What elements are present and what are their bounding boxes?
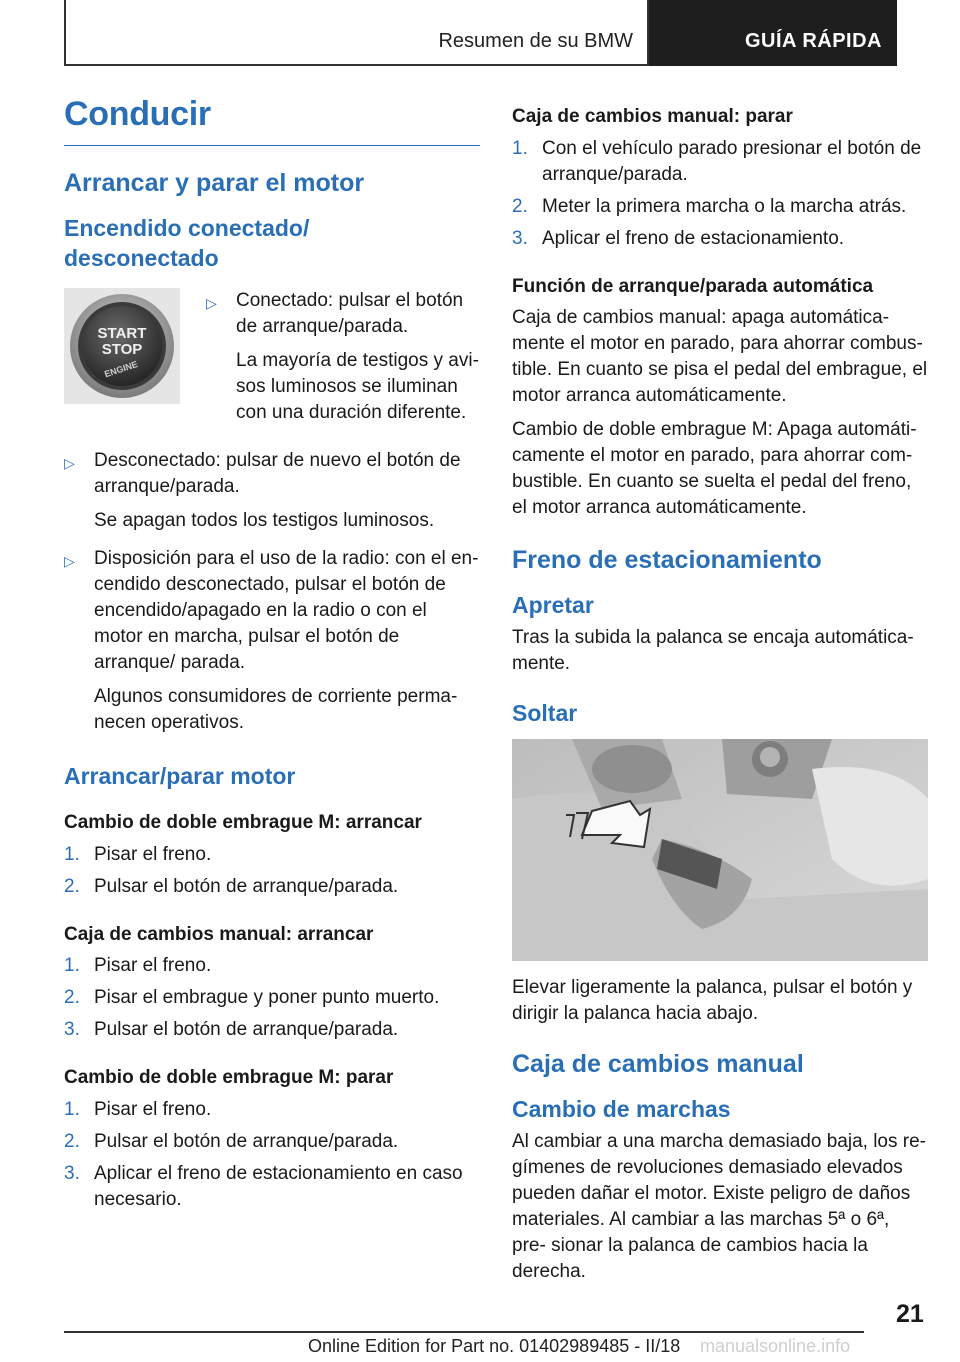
page-title: Conducir [64,96,480,146]
header-guide-box [649,0,897,66]
start-stop-button-illustration [64,288,180,404]
bullet-desconectado [64,448,480,534]
heading-caja-manual: Caja de cambios manual [512,1050,804,1079]
triangle-bullet-icon: ▷ [64,553,75,570]
bullet-desconectado-note: Se apagan todos los testigos luminosos. [94,510,435,532]
handbrake-illustration [512,739,928,961]
heading-manual-parar: Caja de cambios manual: parar [512,106,793,127]
page-number: 21 [896,1300,924,1328]
bullet-conectado-list [192,288,480,438]
bullet-conectado-note: La mayoría de testigos y avi- sos luminosos se iluminan con una duración diferente. [236,350,479,424]
list-doble-parar [64,1097,480,1213]
button-label-engine: ENGINE [103,359,140,380]
auto-paragraph-2: Cambio de doble embrague M: Apaga automáti- camente el motor en parado, para ahorrar com- bustible. En cuanto se suelta el pedal del freno, el motor arranca automáticamente. [512,419,917,519]
soltar-paragraph: Elevar ligeramente la palanca, pulsar el botón y dirigir la palanca hacia abajo. [512,977,913,1025]
handbrake-photo [512,739,928,961]
cambio-paragraph: Al cambiar a una marcha demasiado baja, los re- gímenes de revoluciones demasiado elevados pueden dañar el motor. Existe peligro de daños materiales. Al cambiar a las marchas 5ª o 6ª, pre- sionar la palanca de cambios hacia la derecha. [512,1130,926,1282]
bullet-radio-note: Algunos consumidores de corriente perma- necen operativos. [94,686,458,734]
list-item: 3. Aplicar el freno de estacionamiento en caso necesario. [64,1162,463,1210]
left-column [64,96,480,1235]
list-item: 2. Meter la primera marcha o la marcha atrás. [512,195,907,217]
heading-doble-parar: Cambio de doble embrague M: parar [64,1067,394,1089]
list-manual-arrancar [64,953,480,1043]
triangle-bullet-icon: ▷ [206,295,217,312]
heading-arrancar-parar: Arrancar/parar motor [64,763,296,790]
apretar-paragraph: Tras la subida la palanca se encaja automática- mente. [512,627,914,675]
button-label-stop: STOP [101,341,143,359]
heading-soltar: Soltar [512,700,578,727]
heading-arrancar-parar-motor: Arrancar y parar el motor [64,169,365,198]
header-section-box [64,0,649,66]
button-label-start: START [97,325,147,343]
heading-encendido: Encendido conectado/ desconectado [64,215,310,272]
heading-doble-arrancar: Cambio de doble embrague M: arrancar [64,812,422,834]
bullet-radio-text: Disposición para el uso de la radio: con el en- cendido desconectado, pulsar el botón de encendido/apagado en la radio o con el motor en marcha, pulsar el botón de arranque/ parada. [94,548,479,674]
header-guide-title: GUÍA RÁPIDA [745,30,882,52]
list-item: 3. Aplicar el freno de estacionamiento. [512,227,845,249]
list-item: 3. Pulsar el botón de arranque/parada. [64,1019,399,1041]
start-stop-button-image [64,288,180,404]
list-item: 2. Pisar el embrague y poner punto muerto. [64,987,440,1009]
right-column [512,104,928,1285]
bullet-conectado [206,288,480,426]
list-item: 1. Con el vehículo parado presionar el botón de arranque/parada. [512,137,922,185]
list-item: 2. Pulsar el botón de arranque/parada. [64,1130,399,1152]
auto-paragraph-1: Caja de cambios manual: apaga automática- mente el motor en parado, para ahorrar combus- tible. En cuanto se pisa el pedal del embrague, el motor arranca automáticamente. [512,307,928,407]
list-item: 1. Pisar el freno. [64,955,212,977]
list-item: 1. Pisar el freno. [64,1098,212,1120]
heading-auto-start-stop: Función de arranque/parada automática [512,275,874,297]
list-doble-arrancar [64,842,480,900]
heading-apretar: Apretar [512,592,594,619]
heading-freno: Freno de estacionamiento [512,546,822,575]
list-manual-parar [512,136,928,252]
bullet-conectado-text: Conectado: pulsar el botón de arranque/parada. [236,290,464,338]
heading-manual-arrancar: Caja de cambios manual: arrancar [64,923,374,945]
start-stop-block [64,288,480,438]
triangle-bullet-icon: ▷ [64,455,75,472]
footer-divider [64,1331,864,1333]
footer-watermark: manualsonline.info [700,1336,851,1356]
footer-edition: Online Edition for Part no. 01402989485 - II/18 [308,1336,681,1356]
bullet-list-desconectado [64,448,480,736]
header-section-title: Resumen de su BMW [438,30,633,52]
heading-cambio-marchas: Cambio de marchas [512,1096,731,1123]
bullet-desconectado-text: Desconectado: pulsar de nuevo el botón de arranque/parada. [94,450,461,498]
list-item: 2. Pulsar el botón de arranque/parada. [64,875,399,897]
lightning-icon [897,28,921,52]
bullet-radio [64,546,480,736]
list-item: 1. Pisar el freno. [64,843,212,865]
